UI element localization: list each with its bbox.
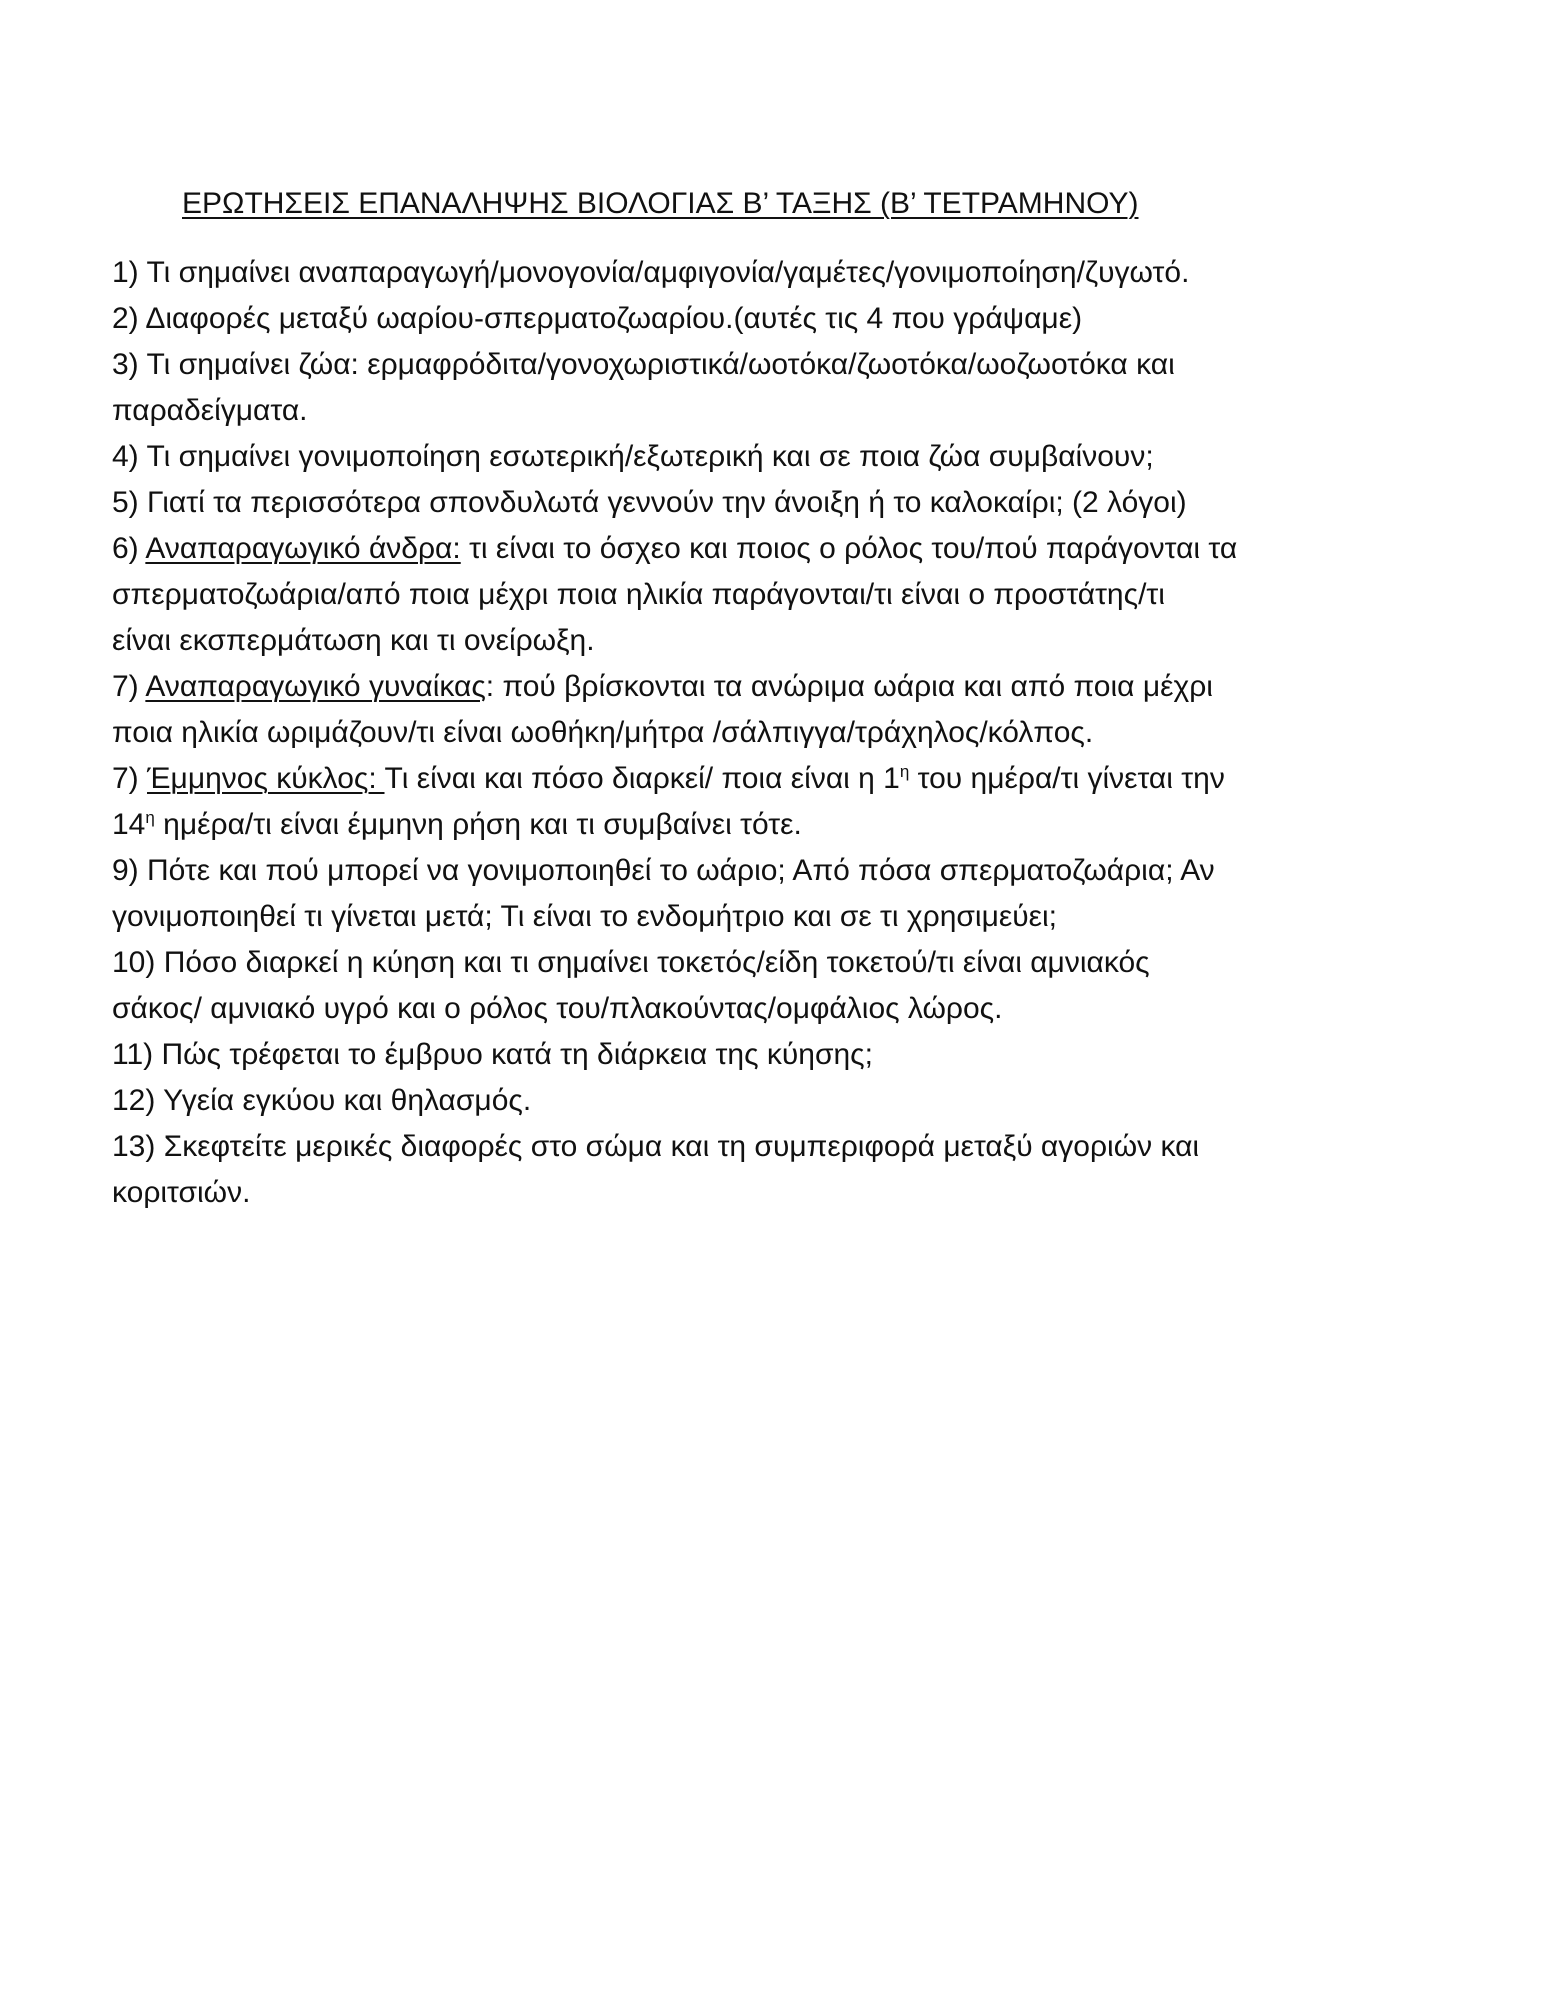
question-13-line-1: 13) Σκεφτείτε μερικές διαφορές στο σώμα και τη συμπεριφορά μεταξύ αγοριών και <box>112 1130 1200 1163</box>
question-10-line-1: 10) Πόσο διαρκεί η κύηση και τι σημαίνει τοκετός/είδη τοκετού/τι είναι αμνιακός <box>112 946 1150 979</box>
question-9-line-2: γονιμοποιηθεί τι γίνεται μετά; Τι είναι το ενδομήτριο και σε τι χρησιμεύει; <box>112 900 1058 933</box>
question-2-line-1: 2) Διαφορές μεταξύ ωαρίου-σπερματοζωαρίου.(αυτές τις 4 που γράψαμε) <box>112 302 1083 335</box>
question-6-line-3: είναι εκσπερμάτωση και τι ονείρωξη. <box>112 624 595 657</box>
question-7b-superscript-2: η <box>145 808 155 827</box>
question-7b-line-2-text-b: ημέρα/τι είναι έμμηνη ρήση και τι συμβαίνει τότε. <box>154 808 802 841</box>
question-1-line-1: 1) Τι σημαίνει αναπαραγωγή/μονογονία/αμφιγονία/γαμέτες/γονιμοποίηση/ζυγωτό. <box>112 256 1190 289</box>
question-7b-line-2-text-a: 14 <box>112 808 146 841</box>
page-title: ΕΡΩΤΗΣΕΙΣ ΕΠΑΝΑΛΗΨΗΣ ΒΙΟΛΟΓΙΑΣ Β’ ΤΑΞΗΣ (Β’ ΤΕΤΡΑΜΗΝΟΥ) <box>182 187 1139 220</box>
question-7b-line-1-text-b: του ημέρα/τι γίνεται την <box>909 762 1225 795</box>
question-4 <box>112 434 1372 480</box>
question-7a-line-1 <box>112 664 1372 710</box>
question-6 <box>112 526 1372 664</box>
question-3 <box>112 342 1372 434</box>
question-7b-superscript-1: η <box>899 762 910 781</box>
question-11 <box>112 1032 1372 1078</box>
question-5-line-1: 5) Γιατί τα περισσότερα σπονδυλωτά γεννούν την άνοιξη ή το καλοκαίρι; (2 λόγοι) <box>112 486 1187 519</box>
question-list <box>112 250 1372 1216</box>
question-11-line-1: 11) Πώς τρέφεται το έμβρυο κατά τη διάρκεια της κύησης; <box>112 1038 873 1071</box>
question-7a-line-2: ποια ηλικία ωριμάζουν/τι είναι ωοθήκη/μήτρα /σάλπιγγα/τράχηλος/κόλπος. <box>112 716 1094 749</box>
question-3-line-2: παραδείγματα. <box>112 394 308 427</box>
question-6-number: 6) <box>112 532 146 565</box>
question-7a-heading: Αναπαραγωγικό γυναίκας <box>145 670 486 703</box>
question-7b-line-1 <box>112 756 1372 802</box>
question-2 <box>112 296 1372 342</box>
question-7b-line-2 <box>112 802 1372 848</box>
question-6-line-1-text: τι είναι το όσχεο και ποιος ο ρόλος του/πού παράγονται τα <box>460 532 1238 565</box>
question-3-line-1: 3) Τι σημαίνει ζώα: ερμαφρόδιτα/γονοχωριστικά/ωοτόκα/ζωοτόκα/ωοζωοτόκα και <box>112 348 1175 381</box>
question-7b <box>112 756 1372 848</box>
question-1 <box>112 250 1372 296</box>
question-13-line-2: κοριτσιών. <box>112 1176 251 1209</box>
question-10-line-2: σάκος/ αμνιακό υγρό και ο ρόλος του/πλακούντας/ομφάλιος λώρος. <box>112 992 1003 1025</box>
question-7a <box>112 664 1372 756</box>
question-6-line-1 <box>112 526 1372 572</box>
question-7b-line-1-text-a: Τι είναι και πόσο διαρκεί/ ποια είναι η 1 <box>384 762 900 795</box>
question-6-heading: Αναπαραγωγικό άνδρα: <box>145 532 461 565</box>
question-10 <box>112 940 1372 1032</box>
question-6-line-2: σπερματοζωάρια/από ποια μέχρι ποια ηλικία παράγονται/τι είναι ο προστάτης/τι <box>112 578 1165 611</box>
question-9-line-1: 9) Πότε και πού μπορεί να γονιμοποιηθεί το ωάριο; Από πόσα σπερματοζωάρια; Αν <box>112 854 1215 887</box>
question-7b-number: 7) <box>112 762 148 795</box>
question-12 <box>112 1078 1372 1124</box>
question-7a-line-1-text: : πού βρίσκονται τα ανώριμα ωάρια και από ποια μέχρι <box>485 670 1213 703</box>
question-9 <box>112 848 1372 940</box>
question-7a-number: 7) <box>112 670 146 703</box>
question-13 <box>112 1124 1372 1216</box>
question-5 <box>112 480 1372 526</box>
question-12-line-1: 12) Υγεία εγκύου και θηλασμός. <box>112 1084 532 1117</box>
question-4-line-1: 4) Τι σημαίνει γονιμοποίηση εσωτερική/εξωτερική και σε ποια ζώα συμβαίνουν; <box>112 440 1154 473</box>
question-7b-heading: Έμμηνος κύκλος: <box>147 762 385 795</box>
